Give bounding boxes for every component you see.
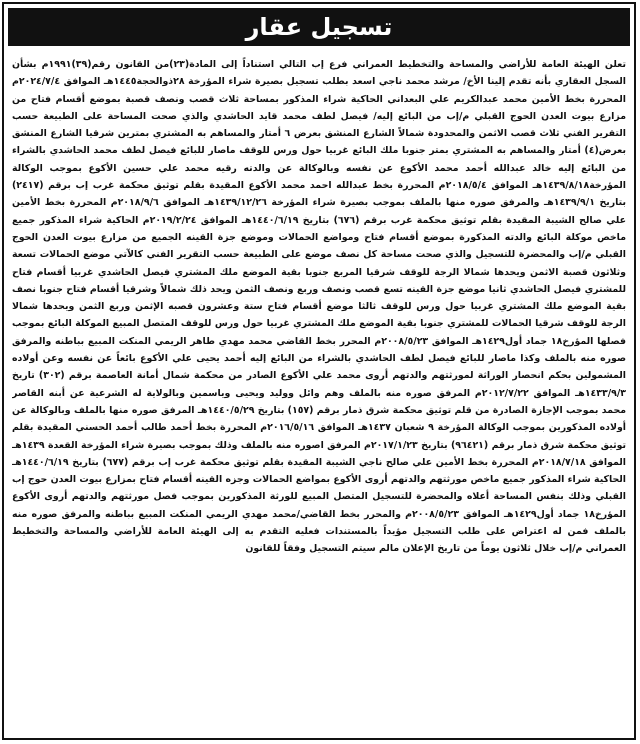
notice-body-text: تعلن الهيئة العامة للأراضي والمساحة والتخطيط العمراني فرع إب التالي استناداً إلى المادة(٢٣)من القانون رقم(٣٩)١٩٩١م بشأن السجل العقاري بأنه تقدم إلينا الأخ/ مرشد محمد ناجي اسعد بطلب تسجيل بصيرة شراء المؤرخة ٢٨ذوالحجة١٤٤٥هـ الموافق ٢٠٢٤/٧/٤م المحررة بخط الأمين محمد عبدالكريم علي البعداني الحاكية شراء المذكور بمساحة ثلاث قصب ونصف قصبة بموضع أقسام فتاح من مزارع بيوت العدن الحوج القبلي م/إب من البائع إليه/ فيصل لطف محمد قايد الحاشدي والذي صحت المساحة على الطبيعة حسب التقرير الفني ثلاث قصب الاثمن والمحدودة شمالاً الشارع المنشق بعرض ٦ أمتار والمساهم به المشتري بمترين شرقيا الشارع المنشق بعرض(٤) أمتار والمساهم به المشتري بمتر جنوبا ملك البائع غربيا حول ورس للوقف ماصار للبائع فيصل لطف محمد الحاشدي بالشراء من البائع إليه خالد عبدالله أحمد محمد الأكوع عن نفسه وبالوكالة عن والدته رقيه محمد علي حسين الأكوع بموجب الوكالة المؤرخة١٤٣٩/٨/١٨هـ الموافق ٢٠١٨/٥/٤م المحررة بخط عبدالله احمد محمد الأكوع المقيدة بقلم توثيق محكمة غرب إب برقم (٢٤١٧) بتاريخ ١٤٣٩/٩/١هـ والمرفق صوره منها بالملف بموجب بصيرة شراء المؤرخة ١٤٣٩/١٢/٢٦هـ الموافق ٢٠١٨/٩/٦م المحررة بخط الأمين علي صالح الشيبة المقيدة بقلم توثيق محكمة غرب برقم (٦٧٦) بتاريخ ١٤٤٠/٦/١٩هـ الموافق ٢٠١٩/٢/٢٤م الحاكية شراء المذكور جميع ماخص موكلة البائع والدته المذكورة بموضع أقسام فتاح ومواضع الحمالات وموضع جزة القينه الجميع من مزارع بيوت العدن الحوج القبلي م/إب والمحضرة للتسجيل والذي صحت مساحة كل نصف موضع على الطبيعة حسب التقرير الفني كالآتي موضع الحمالات تسعة وثلاثون قصبة الاثمن ويحدها شمالا الرجة للوقف شرقيا المربع جنوبا بقية الموضع ملك المشتري فيصل الحاشدي غربيا أقسام فتاح للمشتري فيصل الحاشدي ثانيا موضع جزة القينه تسع قصب ونصف وربع ونصف الثمن ويحد ذلك شمالاً وشرقيا أقسام فتاح جنوبا نصف بقية الموضع ملك المشتري غربيا حول ورس للوقف ثالثا موضع أقسام فتاح ستة وعشرون قصبه الإثمن وربع الثمن ويحدها شمالا الرجة للوقف شرقيا الحمالات للمشتري جنوبا بقية الموضع ملك المشتري غربيا حول ورس للوقف المتصل المبيع الموكلة البائع بموجب فصلها المؤرخ١٨ جماد أول١٤٢٩هـ الموافق ٢٠٠٨/٥/٢٣م المحرر بخط القاضي محمد مهدي طاهر الريمي المنكت المبيع بباطنه والمرفق صوره منه بالملف وكذا ماصار للبائع فيصل لطف الحاشدي بالشراء من البائع إليه أحمد يحيى علي الأكوع بائعاً عن نفسه وعن أولاده المشمولين بحكم انحصار الوراثة لمورثتهم والدتهم أروى محمد علي الأكوع الصادر من محكمة شمال أمانة العاصمة برقم (٣٠٢) تاريخ ١٤٣٣/٩/٣هـ الموافق ٢٠١٢/٧/٢٢م المرفق صوره منه بالملف وهم وائل ووليد ويحيى وياسمين وبالولاية له الشرعية عن أبنه القاصر محمد بموجب الإجازة الصادرة من قلم توثيق محكمة شرق ذمار برقم (١٥٧) بتاريخ ١٤٤٠/٥/٢٩هـ المرفق صوره منها بالملف وبالوكالة عن أولاده المذكورين بموجب الوكالة المؤرخة ٩ شعبان ١٤٣٧هـ الموافق ٢٠١٦/٥/١٦م المحررة بخط أحمد طالب أحمد الحسني المقيدة بقلم توثيق محكمة شرق ذمار برقم (٩٦٤٢١) بتاريخ ٢٠١٧/١/٢٣م المرفق اصوره منه بالملف وذلك بموجب بصيرة شراء المؤرخة القعدة ١٤٣٩هـ الموافق ٢٠١٨/٧/١٨م المحررة بخط الأمين علي صالح ناجي الشيبة المقيدة بقلم توثيق محكمة غرب إب برقم (٦٧٧) بتاريخ ١٤٤٠/٦/١٩هـ الحاكية شراء المذكور جميع ماخص مورثتهم والدتهم أروى الأكوع بمواضع الحمالات وجزه القينه أقسام فتاح بمزارع بيوت العدن حوج إب القبلي وذلك بنفس المساحة أعلاه والمحضرة للتسجيل المتصل المبيع للورثة المذكورين بموجب فصل مورثتهم والدتهم أروى الأكوع المؤرخ١٨ جماد أول١٤٢٩هـ الموافق ٢٠٠٨/٥/٢٣م والمحرر بخط القاضي/محمد مهدي الريمي المنكت المبيع بباطنه والمرفق صوره منه بالملف فمن له اعتراض على طلب التسجيل مؤيداً بالمستندات فعليه التقدم به إلى الهيئة العامة للأراضي والمساحة والتخطيط العمراني م/إب خلال ثلاثون يوماً من تاريخ الإعلان مالم سيتم التسجيل وفقاً للقانون: [12, 59, 626, 555]
real-estate-registration-notice: [2, 2, 636, 740]
notice-title: تسجيل عقار: [245, 13, 393, 41]
title-banner: [8, 8, 630, 46]
